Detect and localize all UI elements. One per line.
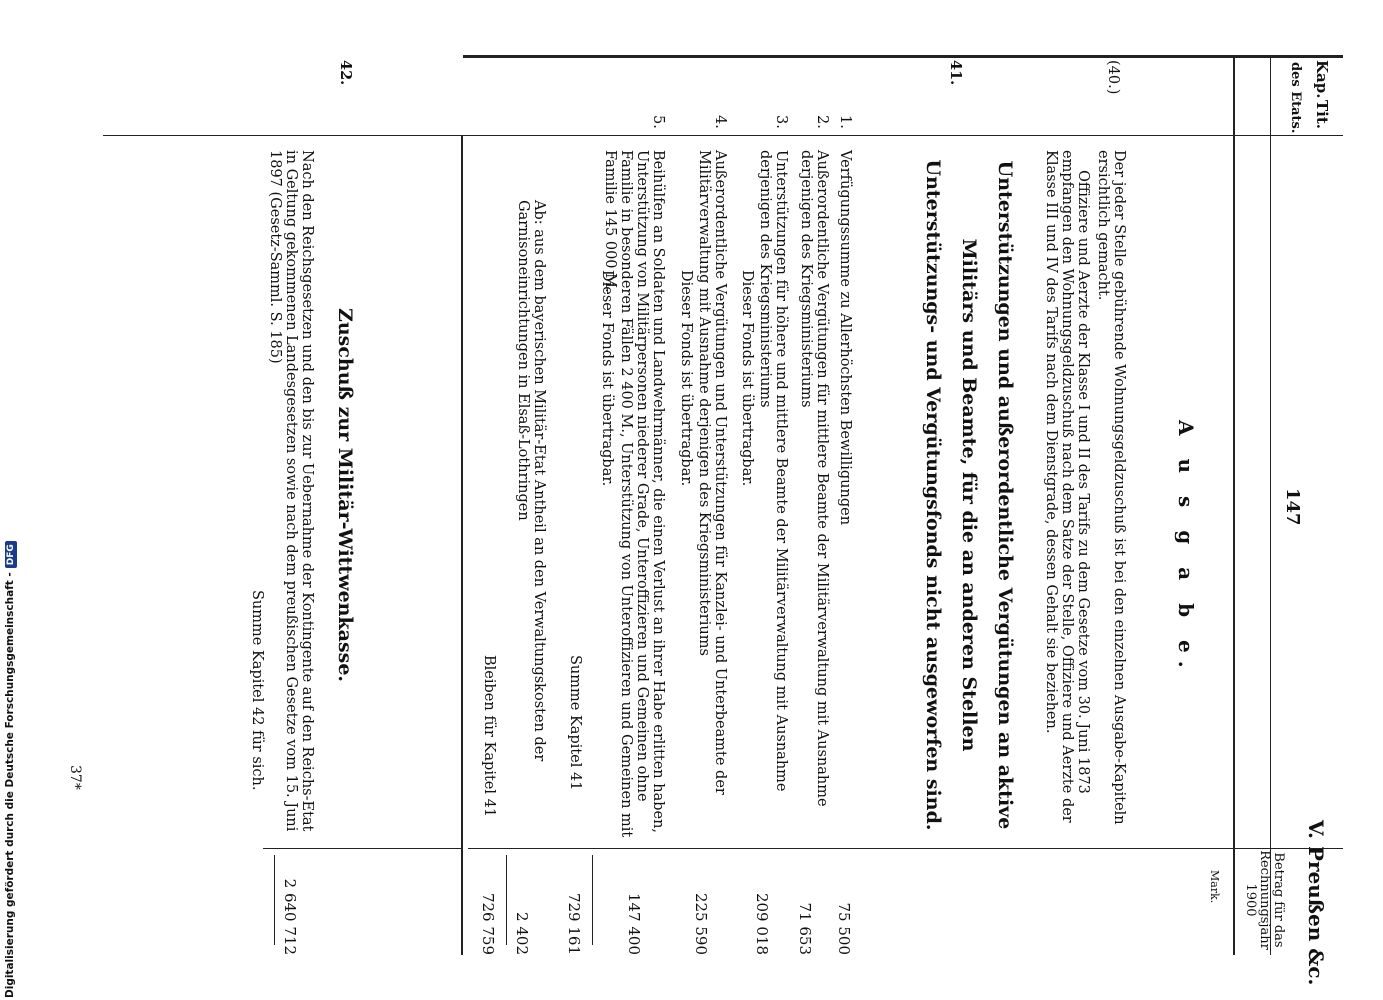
bottom-mark: 37* <box>67 765 83 790</box>
kap40-text2: Offiziere und Aerzte der Klasse I und II des Tarifs zu dem Gesetze vom 30. Juni 1873 empfangen den Wohnungsgeldzuschuß nach dem Satze der Stelle, Offiziere und Aerzte der Klasse III und IV des Tarifs nach dem Dienstgrade, dessen Gehalt sie beziehen. <box>1043 150 1091 823</box>
item-note: Dieser Fonds ist übertragbar. <box>739 270 755 487</box>
item-text: Beihülfen an Soldaten und Landwehrmänner, die einen Verlust an ihrer Habe erlitten haben, Unterstützung von Militärpersonen niederer Grade, Unteroffizieren und Gemeinen ohne Familie in besonderen Fällen 2 400 M., Unterstützung von Unteroffizieren und Gemeinen mit Familie 145 000 M. <box>602 150 666 838</box>
bleiben-label: Bleiben für Kapitel 41 <box>481 655 497 818</box>
amount-column-header: Betrag für das Rechnungsjahr 1900 <box>1243 850 1286 950</box>
number-column-rule <box>103 135 1343 136</box>
section-title: A u s g a b e. <box>1174 420 1198 676</box>
item-amount: 75 500 <box>835 902 853 955</box>
item-number: 4. <box>712 115 728 129</box>
digitization-credit <box>4 13 24 998</box>
kap42-rule <box>461 135 463 955</box>
summe-42-label: Summe Kapitel 42 für sich. <box>249 590 265 791</box>
kap40-number: (40.) <box>1105 60 1121 95</box>
header-rule-dashed <box>1270 55 1271 955</box>
sum-rule <box>592 855 593 945</box>
item-text: Außerordentliche Vergütungen für mittlere Beamte der Militärverwaltung mit Ausnahme derjenigen des Kriegsministeriums <box>798 150 830 807</box>
ab-text: Ab: aus dem bayerischen Militär-Etat Antheil an den Verwaltungskosten der Garnisoneinrichtungen in Elsaß-Lothringen <box>515 200 547 762</box>
item-text: Verfügungssumme zu Allerhöchsten Bewilligungen <box>837 150 853 526</box>
item-number: 3. <box>773 115 789 129</box>
header-rule <box>1233 55 1235 955</box>
kap41-title: Unterstützungen und außerordentliche Vergütungen an aktive Militärs und Beamte, für die an anderen Stellen Unterstützungs- und Vergütungsfonds nicht ausgeworfen sind. <box>922 159 1016 831</box>
state-title: V. Preußen &c. <box>1304 820 1328 986</box>
item-amount: 209 018 <box>753 892 771 955</box>
kap42-amount: 2 640 712 <box>281 878 299 955</box>
kap41-number: 41. <box>947 60 964 86</box>
ab-amount: 2 402 <box>513 912 531 955</box>
kap42-text: Nach den Reichsgesetzen und den bis zur Uebernahme der Kontingente auf den Reichs-Etat in Geltung gekommenen Landesgesetzen sowie nach dem preußischen Gesetze vom 15. Juni 1897 (Gesetz-Samml. S. 185) <box>267 150 315 832</box>
item-amount: 147 400 <box>625 892 643 955</box>
summe-41-label: Summe Kapitel 41 <box>567 655 583 791</box>
kap42-title: Zuschuß zur Militär-Wittwenkasse. <box>334 307 356 683</box>
page-number: 147 <box>1282 488 1303 526</box>
left-border <box>463 55 1343 58</box>
bleiben-amount: 726 759 <box>479 892 497 955</box>
etat-label: des Etats. <box>1288 62 1303 134</box>
item-note: Dieser Fonds ist übertragbar. <box>599 270 615 487</box>
kap42-number: 42. <box>337 60 354 86</box>
credit-text: Digitalisierung gefördert durch die Deutsche Forschungsgemeinschaft - <box>4 572 16 998</box>
sum-rule <box>506 855 507 945</box>
sum-rule <box>274 855 275 945</box>
item-number: 2. <box>814 115 830 129</box>
kap-label: Kap. <box>1313 60 1331 99</box>
item-note: Dieser Fonds ist übertragbar. <box>678 270 694 487</box>
dfg-logo-icon: DFG <box>5 541 17 568</box>
kap40-text: Der jeder Stelle gebührende Wohnungsgeldzuschuß ist bei den einzelnen Ausgabe-Kapiteln ersichtlich gemacht. <box>1095 150 1127 825</box>
item-amount: 225 590 <box>692 892 710 955</box>
item-amount: 71 653 <box>796 902 814 955</box>
amount-column-rule <box>468 848 1343 849</box>
summe-41-amount: 729 161 <box>565 892 583 955</box>
item-number: 5. <box>650 115 666 129</box>
item-text: Außerordentliche Vergütungen und Unterstützungen für Kanzlei- und Unterbeamte der Militärverwaltung mit Ausnahme derjenigen des Kriegsministeriums <box>696 150 728 795</box>
item-text: Unterstützungen für höhere und mittlere Beamte der Militärverwaltung mit Ausnahme derjenigen des Kriegsministeriums <box>757 150 789 792</box>
unit-label: Mark. <box>1208 870 1221 904</box>
tit-label: Tit. <box>1313 100 1331 130</box>
item-number: 1. <box>837 115 853 129</box>
